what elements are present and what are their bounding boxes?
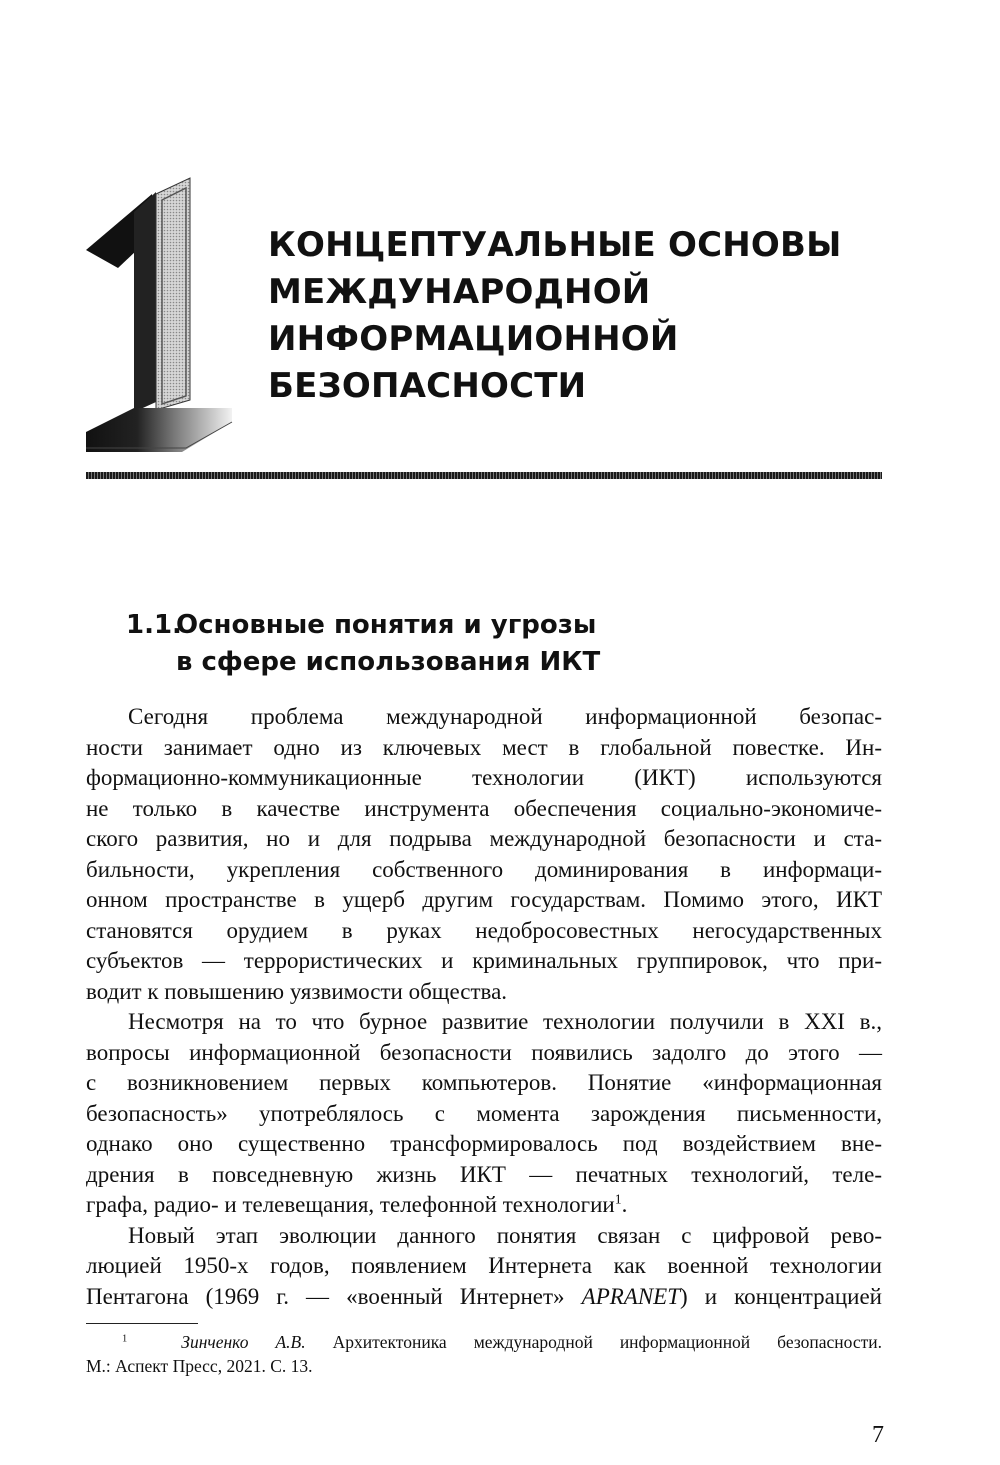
text-span: графа, радио- и телевещания, телефонной технологии: [86, 1192, 615, 1217]
text-line: дрения в повседневную жизнь ИКТ — печатных технологий, теле-: [86, 1161, 882, 1187]
text-line: становятся орудием в руках недобросовестных негосударственных: [86, 917, 882, 943]
text-line: люцией 1950-х годов, появлением Интернета как военной технологии: [86, 1253, 882, 1278]
text-line: с возникновением первых компьютеров. Понятие «информационная: [86, 1070, 882, 1095]
footnote-line: [86, 1330, 882, 1354]
body-text: [86, 702, 882, 1312]
text-line: субъектов — террористических и криминальных группировок, что при-: [86, 948, 882, 973]
section-number: 1.1.: [126, 610, 182, 640]
text-line: не только в качестве инструмента обеспечения социально-экономиче-: [86, 795, 882, 821]
paragraph: [86, 1007, 882, 1221]
footnote-line: М.: Аспект Пресс, 2021. С. 13.: [86, 1356, 313, 1376]
chapter-title-line: БЕЗОПАСНОСТИ: [268, 366, 587, 406]
page-number: 7: [872, 1422, 884, 1448]
emphasis-term: APRANET: [581, 1283, 681, 1309]
text-line: онном пространстве в ущерб другим государствам. Помимо этого, ИКТ: [86, 887, 882, 912]
text-line: бильности, укрепления собственного доминирования в информаци-: [86, 856, 882, 882]
section-title-line: в сфере использования ИКТ: [176, 647, 601, 677]
footnote-text: Архитектоника международной информационной безопасности.: [305, 1332, 883, 1352]
text-line: [86, 1282, 882, 1313]
chapter-title-line: МЕЖДУНАРОДНОЙ: [268, 272, 651, 312]
chapter-number-graphic: [82, 172, 242, 452]
footnote-divider: [86, 1323, 198, 1324]
text-line: Несмотря на то что бурное развитие технологии получили в XXI в.,: [128, 1009, 882, 1034]
text-line: однако оно существенно трансформировалось под воздействием вне-: [86, 1131, 882, 1156]
text-line: Новый этап эволюции данного понятия связан с цифровой рево-: [128, 1222, 882, 1248]
text-line: формационно-коммуникационные технологии (ИКТ) используются: [86, 765, 882, 790]
chapter-title-line: ИНФОРМАЦИОННОЙ: [268, 319, 679, 359]
text-line: ности занимает одно из ключевых мест в глобальной повестке. Ин-: [86, 734, 882, 760]
text-line: безопасность» употреблялось с момента зарождения письменности,: [86, 1100, 882, 1126]
text-line: вопросы информационной безопасности появились задолго до этого —: [86, 1039, 882, 1065]
section-title-line: Основные понятия и угрозы: [176, 610, 597, 640]
text-line: [86, 1190, 882, 1221]
text-line: ского развития, но и для подрыва международной безопасности и ста-: [86, 826, 882, 851]
chapter-title: [268, 222, 948, 410]
footnote-author: Зинченко А.В.: [181, 1332, 306, 1352]
footnote-marker: 1: [122, 1333, 128, 1345]
chapter-divider: [86, 472, 882, 479]
text-span: .: [621, 1192, 628, 1217]
paragraph: [86, 702, 882, 1007]
footnote-ref[interactable]: 1: [614, 1191, 622, 1207]
text-line: водит к повышению уязвимости общества.: [86, 978, 508, 1004]
text-line: Сегодня проблема международной информационной безопас-: [128, 704, 882, 729]
text-span: ) и концентрацией: [680, 1283, 882, 1309]
text-span: Пентагона (1969 г. — «военный Интернет»: [86, 1283, 582, 1309]
footnote: [86, 1330, 882, 1378]
paragraph: [86, 1221, 882, 1313]
chapter-number: 1: [82, 172, 83, 173]
chapter-title-line: КОНЦЕПТУАЛЬНЫЕ ОСНОВЫ: [268, 225, 842, 265]
